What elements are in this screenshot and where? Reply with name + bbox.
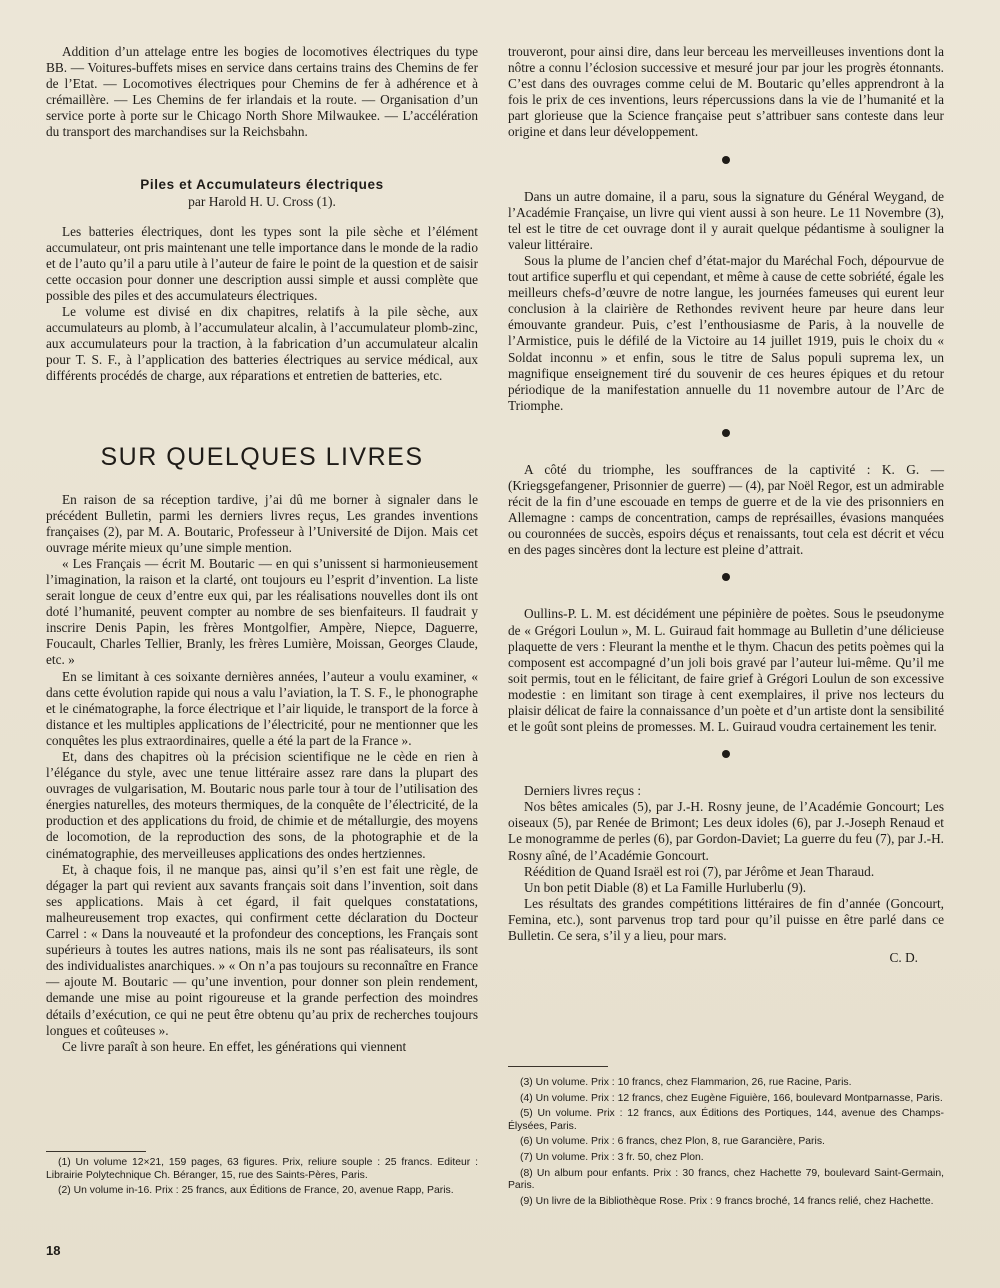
received-books-list: Nos bêtes amicales (5), par J.-H. Rosny jeune, de l’Académie Goncourt; Les oiseaux (5), par Renée de Brimont; Les deux idoles (6), par J.-Joseph Renaud et Le monogramme de perles (6), par Gordon-Daviet; La guerre du feu (7), par J.-H. Rosny aîné, de l’Académie Goncourt. [508,799,944,863]
weygand-paragraph-2: Sous la plume de l’ancien chef d’état-major du Maréchal Foch, dépourvue de tout artifice superflu et qui cependant, et même à cause de cette sobriété, égale les meilleurs chefs-d’œuvre de notre langue, les journées fameuses qui eurent leur conclusion à la clairière de Rethondes revivent heure par heure dans leur émouvante grandeur. Puis, c’est l’enthousiasme de Paris, à la nouvelle de l’Armistice, puis le défilé de la Victoire au 14 juillet 1919, puis le choix du « Soldat inconnu » et enfin, sous le titre de Salus populi suprema lex, un magnifique enseignement tiré du souvenir de ces heures épiques et du retour périodique de la manifestation annuelle du 11 novembre autour de l’Arc de Triomphe. [508,252,944,413]
weygand-paragraph-1: Dans un autre domaine, il a paru, sous la signature du Général Weygand, de l’Académie Française, un livre qui vient aussi à son heure. Le 11 Novembre (3), tel est le titre de cet ouvrage dont il y aurait quelque pédantisme à souligner la valeur littéraire. [508,188,944,252]
bullet-dot-icon [722,750,730,758]
footnote-7: (7) Un volume. Prix : 3 fr. 50, chez Plon. [520,1151,704,1163]
author-signature: C. D. [889,950,918,966]
piles-paragraph-2: Le volume est divisé en dix chapitres, relatifs à la pile sèche, aux accumulateurs au plomb, à l’accumulateur alcalin, à l’accumulateur plomb-zinc, aux accumulateurs pour la traction, à la fabrication d’un accumulateur alcalin pour T. S. F., à l’application des batteries électriques au service médical, aux différents procédés de charge, aux réparations et entretien de batteries, etc. [46,304,478,384]
footnote-2: (2) Un volume in-16. Prix : 25 francs, aux Éditions de France, 20, avenue Rapp, Paris. [58,1185,454,1197]
footnote-3: (3) Un volume. Prix : 10 francs, chez Flammarion, 26, rue Racine, Paris. [520,1077,852,1088]
article-paragraph-5: Et, à chaque fois, il ne manque pas, ainsi qu’il s’en est fait une règle, de dégager la part qui revient aux savants français soit dans l’invention, soit dans ses applications. Mais à cet égard, il fait quelques constatations, malheureusement trop exactes, qui confirment cette déclaration du Docteur Carrel : « Dans la nouveauté et la profondeur des conceptions, les Français sont supérieurs à toutes les autres nations, mais ils ne sont pas réalisateurs, ils sont des individualistes anarchiques. » « On n’a pas toujours su reconnaître en France — ajoute M. Boutaric — qu’une invention, pour donner son plein rendement, demande une mise au point rigoureuse et la grande perfection des moindres détails d’exécution, ce qui ne peut être obtenu qu’au prix de recherches toujours longues et coûteuses ». [46,861,478,1038]
footnote-8: (8) Un album pour enfants. Prix : 30 francs, chez Hachette 79, boulevard Saint-Germain, Paris. [508,1167,944,1192]
right-column [508,44,944,966]
received-books-children: Un bon petit Diable (8) et La Famille Hurluberlu (9). [524,879,807,895]
footnote-9: (9) Un livre de la Bibliothèque Rose. Prix : 9 francs broché, 14 francs relié, chez Hachette. [520,1195,934,1207]
footnote-1: (1) Un volume 12×21, 159 pages, 63 figures. Prix, reliure souple : 25 francs. Editeur : Librairie Polytechnique Ch. Béranger, 15, rue des Saints-Pères, Paris. [46,1157,478,1181]
footnote-4: (4) Un volume. Prix : 12 francs, chez Eugène Figuière, 166, boulevard Montparnasse, Paris. [520,1092,943,1104]
section-bullet-3 [508,572,944,582]
article-paragraph-3: En se limitant à ces soixante dernières années, l’auteur a voulu examiner, « dans cette évolution rapide qui nous a valu l’aviation, la T. S. F., le phonographe et le cinématographe, la force électrique et l’air liquide, le transport de la force à distance et les multiples applications de l’électricité, pour ne mentionner que les conquêtes les plus extraordinaires, quelle a été la part de la France ». [46,668,478,748]
received-books-reedition: Réédition de Quand Israël est roi (7), par Jérôme et Jean Tharaud. [524,863,875,879]
article-title: SUR QUELQUES LIVRES [100,442,424,471]
bullet-dot-icon [722,156,730,164]
section-bullet-4 [508,749,944,759]
section-bullet-2 [508,428,944,438]
article-paragraph-2: « Les Français — écrit M. Boutaric — en qui s’unissent si harmonieusement l’imagination, la raison et la clarté, ont toujours eu l’esprit d’invention. La liste serait longue de ceux d’entre eux qui, par les réalisations nouvelles dont ils ont doté l’humanité, peuvent compter au nombre de ses bienfaiteurs. Il faudrait y inscrire Denis Papin, les frères Montgolfier, Ampère, Niepce, Daguerre, Foucault, Charles Tellier, Branly, les frères Lumière, Moissan, Georges Claude, etc. » [46,555,478,668]
article-paragraph-1: En raison de sa réception tardive, j’ai dû me borner à signaler dans le précédent Bulletin, parmi les derniers livres reçus, Les grandes inventions françaises (2), par M. A. Boutaric, Professeur à l’Université de Dijon. Mais cet ouvrage mérite mieux qu’une simple mention. [46,491,478,555]
section-title-piles: Piles et Accumulateurs électriques [140,176,384,192]
footnote-rule [46,1151,146,1152]
bullet-dot-icon [722,573,730,581]
article-paragraph-4: Et, dans des chapitres où la précision scientifique ne le cède en rien à l’élégance du style, avec une tenue littéraire assez rare dans la plupart des ouvrages de vulgarisation, M. Boutaric nous parle tour à tour de l’utilisation des énergies naturelles, des moteurs thermiques, de la conquête de l’électricité, de la production et des applications du froid, de chimie et de métallurgie, des moyens de locomotion, de la reproduction des sons, de la photographie et de la cinématographie, des merveilleuses applications des ondes hertziennes. [46,749,478,861]
section-bullet-1 [508,155,944,165]
captivity-paragraph: A côté du triomphe, les souffrances de la captivité : K. G. — (Kriegsgefangener, Prisonnier de guerre) — (4), par Noël Regor, est un admirable récit de la fin d’une escouade en temps de guerre et de la vie des prisonniers en Allemagne : camps de concentration, camps de représailles, évasions manquées ou couronnées de succès, espoirs déçus et renaissants, tout cela est décrit et vécu en des pages sincères dont la lecture est pleine d’attrait. [508,461,944,558]
page-number: 18 [46,1243,61,1258]
left-column [46,44,478,1055]
section-byline-piles: par Harold H. U. Cross (1). [188,193,336,209]
piles-paragraph-1: Les batteries électriques, dont les types sont la pile sèche et l’élément accumulateur, ont pris maintenant une telle importance dans le monde de la radio et de l’auto qu’il a paru utile à l’auteur de faire le point de la question et de saisir cette occasion pour donner une description aussi simple et aussi complète que possible des piles et des accumulateurs électriques. [46,223,478,303]
poets-paragraph: Oullins-P. L. M. est décidément une pépinière de poètes. Sous le pseudonyme de « Grégori Loulun », M. L. Guiraud fait hommage au Bulletin d’une délicieuse plaquette de vers : Fleurant la menthe et le thym. Chacun des petits poèmes qui la composent est accompagné d’un joli bois gravé par l’auteur lui-même. Qu’il me soit permis, tout en le félicitant, de faire grief à Grégori Loulun de son excessive modestie : en limitant son tirage à cent exemplaires, il prive nos lecteurs du plaisir délicat de faire la connaissance d’un poète et d’un artiste dont la sensibilité et le goût sont pleins de promesses. M. L. Guiraud voudra certainement les tenir. [508,606,944,735]
article-paragraph-6: Ce livre paraît à son heure. En effet, les générations qui viennent [62,1038,407,1054]
continuation-paragraph: trouveront, pour ainsi dire, dans leur berceau les merveilleuses inventions dont la nôtre a connu l’éclosion successive et mesuré jour par jour les progrès étonnants. C’est dans des ouvrages comme celui de M. Boutaric qu’elles apprendront à la fois le prix de ces inventions, leurs répercussions dans la vie de l’humanité et la part glorieuse que la Science française peut s’attribuer sans conteste dans leur origine et dans leur développement. [508,44,944,140]
railway-summary-paragraph: Addition d’un attelage entre les bogies de locomotives électriques du type BB. — Voitures-buffets mises en service dans certains trains des Chemins de fer de l’Etat. — Locomotives électriques pour Chemins de fer à adhérence et à crémaillère. — Les Chemins de fer irlandais et la route. — Organisation d’un service porte à porte sur le Chicago North Shore Milwaukee. — L’accélération du transport des marchandises sur la Reichsbahn. [46,44,478,140]
footnote-6: (6) Un volume. Prix : 6 francs, chez Plon, 8, rue Garancière, Paris. [520,1136,825,1148]
right-footnotes [508,1066,944,1211]
footnote-rule [508,1066,608,1067]
footnote-5: (5) Un volume. Prix : 12 francs, aux Éditions des Portiques, 144, avenue des Champs-Élysées, Paris. [508,1108,944,1132]
literary-prizes-paragraph: Les résultats des grandes compétitions littéraires de fin d’année (Goncourt, Femina, etc.), sont parvenus trop tard pour qu’il puisse en être parlé dans ce Bulletin. Ce sera, s’il y a lieu, pour mars. [508,895,944,944]
bullet-dot-icon [722,429,730,437]
received-books-heading: Derniers livres reçus : [524,783,642,799]
left-footnotes [46,1151,478,1201]
